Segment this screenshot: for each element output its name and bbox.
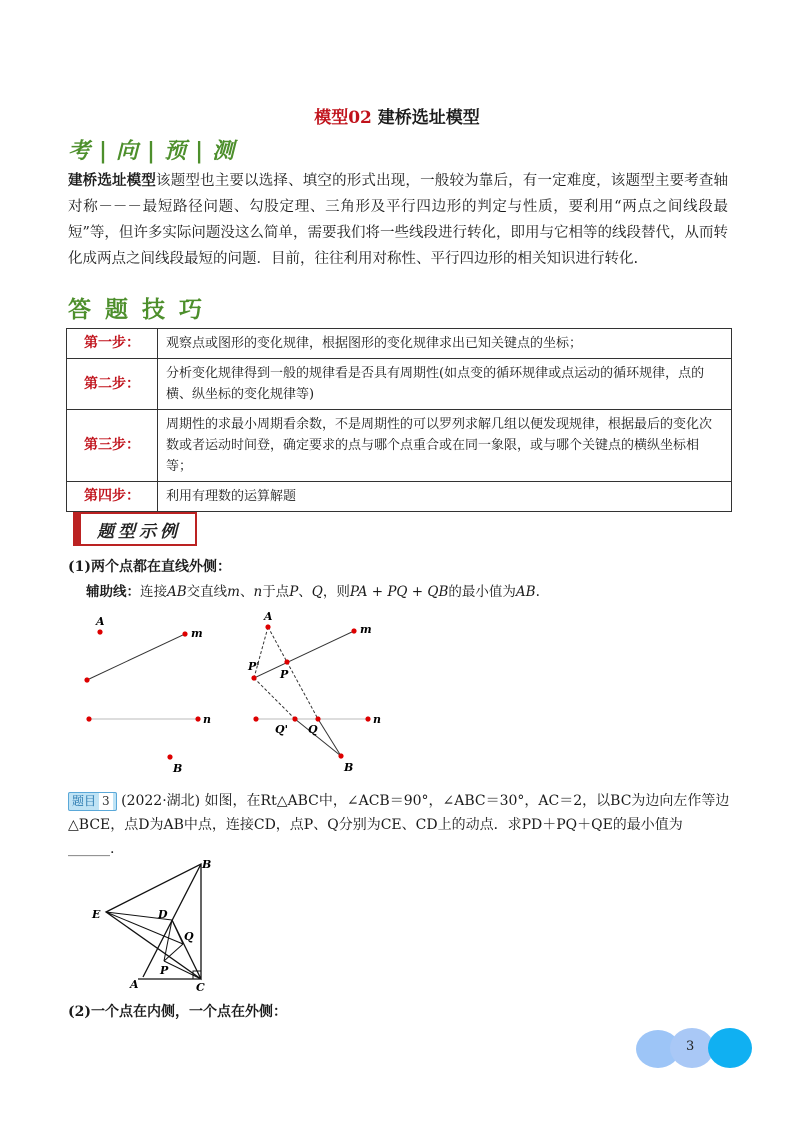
aux-var: AB	[167, 584, 187, 600]
question-text: (2022·湖北) 如图，在Rt△ABC中，∠ACB＝90°，∠ABC＝30°，AC＝2，以BC为边向左作等边△BCE，点D为AB中点，连接CD，点P、Q分别为CE、CD上的动点．求PD＋PQ＋QE的最小值为	[68, 793, 730, 833]
aux-label: 辅助线：	[86, 584, 140, 600]
step-label: 第三步：	[67, 410, 158, 482]
case1-aux-line	[86, 580, 540, 600]
skills-heading: 答题技巧	[68, 296, 216, 323]
heading-char: 测	[212, 138, 235, 164]
line-m	[87, 634, 185, 680]
label-p-prime: P'	[248, 660, 260, 673]
step-text: 利用有理数的运算解题	[158, 482, 732, 512]
label-b: B	[202, 858, 212, 871]
point-m-end	[182, 631, 187, 636]
point-b	[167, 754, 172, 759]
question-number: 3	[99, 793, 113, 810]
point-m-start	[84, 677, 89, 682]
label-q: Q	[308, 723, 318, 736]
label-c: C	[196, 981, 205, 994]
label-b: B	[173, 762, 183, 775]
aux-var: AB	[515, 584, 536, 600]
label-m: m	[191, 627, 203, 640]
aux-var: m	[227, 584, 240, 600]
aux-text: 于点	[262, 584, 290, 600]
heading-char: 向	[116, 138, 139, 164]
point-b	[338, 753, 343, 758]
point-n-end	[365, 716, 370, 721]
aux-text: 的最小值为	[448, 584, 516, 600]
aux-text: 、	[298, 584, 312, 600]
figure-two-points-solution	[240, 606, 400, 776]
aux-text: 连接	[140, 584, 167, 600]
step-label: 第一步：	[67, 329, 158, 359]
segment-qb	[318, 719, 341, 756]
label-q: Q	[184, 930, 194, 943]
intro-text: 该题型也主要以选择、填空的形式出现，一般较为靠后，有一定难度，该题型主要考查轴对称－－－最短路径问题、勾股定理、三角形及平行四边形的判定与性质，要利用“两点之间线段最短”等，但许多实际问题没这么简单，需要我们将一些线段进行转化，即用与它相等的线段替代，从而转化成两点之间线段最短的问题．目前，往往利用对称性、平行四边形的相关知识进行转化.	[68, 173, 729, 267]
label-n: n	[373, 713, 381, 726]
intro-paragraph	[68, 168, 728, 272]
point-p-prime	[251, 675, 256, 680]
aux-text: 交直线	[186, 584, 228, 600]
segment-pq	[287, 662, 318, 719]
page-title	[0, 103, 794, 128]
segment-ap	[268, 627, 287, 662]
label-p: P	[160, 964, 169, 977]
aux-expression: PA + PQ + QB	[349, 584, 449, 600]
figure-triangle-abc	[86, 856, 226, 996]
aux-var: n	[253, 584, 263, 600]
step-text: 观察点或图形的变化规律，根据图形的变化规律求出已知关键点的坐标；	[158, 329, 732, 359]
point-n-start	[253, 716, 258, 721]
label-q-prime: Q'	[275, 723, 288, 736]
point-a	[97, 629, 102, 634]
label-a: A	[130, 978, 139, 991]
table-row	[67, 359, 732, 410]
answer-blank: ______.	[68, 841, 115, 857]
point-m-end	[351, 628, 356, 633]
page-number: 3	[686, 1039, 695, 1054]
step-text: 周期性的求最小周期看余数，不是周期性的可以罗列求解几组以便发现规律，根据最后的变化次数或者运动时间登，确定要求的点与哪个点重合或在同一象限，或与哪个关键点的横纵坐标相等；	[158, 410, 732, 482]
step-label: 第二步：	[67, 359, 158, 410]
heading-char: 预	[164, 138, 187, 164]
aux-var: P	[289, 584, 299, 600]
exam-forecast-heading: 考 | 向 | 预 | 测	[68, 138, 235, 164]
label-p: P	[280, 668, 289, 681]
table-row	[67, 410, 732, 482]
examples-banner	[73, 512, 197, 546]
question-tag	[68, 792, 117, 811]
step-text: 分析变化规律得到一般的规律看是否具有周期性(如点变的循环规律或点运动的循环规律，点的横、纵坐标的变化规律等)	[158, 359, 732, 410]
point-n-end	[195, 716, 200, 721]
triangle-bce	[106, 864, 201, 979]
table-row	[67, 329, 732, 359]
heading-char: 考	[68, 138, 91, 164]
title-model-number: 模型02	[314, 108, 372, 128]
banner-text: 题型示例	[97, 522, 181, 542]
segment-q1b	[295, 719, 341, 756]
intro-bold-term: 建桥选址模型	[68, 172, 157, 189]
segment-pc	[164, 961, 201, 979]
aux-text: ，则	[322, 584, 350, 600]
segment-p1q1	[254, 678, 295, 719]
label-d: D	[158, 908, 168, 921]
question-3	[68, 789, 732, 861]
label-b: B	[344, 761, 354, 774]
figure-two-points-original	[70, 606, 230, 776]
case1-heading: (1)两个点都在直线外侧：	[68, 559, 231, 575]
label-m: m	[360, 623, 372, 636]
line-m	[254, 631, 354, 678]
point-n-start	[86, 716, 91, 721]
point-q	[315, 716, 320, 721]
steps-table	[66, 328, 732, 512]
label-a: A	[96, 615, 105, 628]
page-circle-decor	[708, 1028, 752, 1068]
case2-heading: (2)一个点在内侧，一个点在外侧：	[68, 1004, 287, 1020]
title-model-name: 建桥选址模型	[377, 108, 480, 128]
aux-text: 、	[239, 584, 254, 600]
label-a: A	[264, 610, 273, 623]
aux-var: Q	[311, 584, 323, 600]
label-e: E	[92, 908, 101, 921]
point-p	[284, 659, 289, 664]
point-a	[265, 624, 270, 629]
step-label: 第四步：	[67, 482, 158, 512]
table-row	[67, 482, 732, 512]
question-tag-text: 题目	[72, 794, 97, 808]
aux-text: .	[535, 584, 540, 600]
label-n: n	[203, 713, 211, 726]
banner-accent-bar	[73, 512, 81, 546]
point-q-prime	[292, 716, 297, 721]
